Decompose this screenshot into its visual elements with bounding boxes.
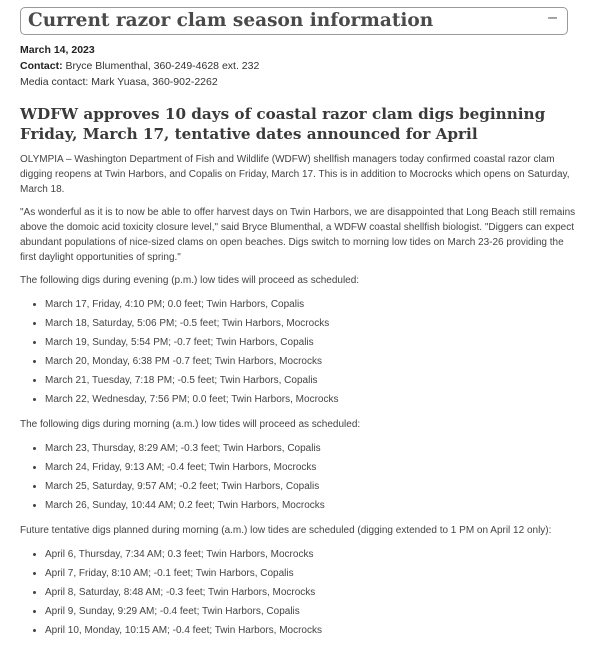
evening-digs-list	[20, 295, 580, 409]
news-release	[20, 38, 580, 640]
collapse-icon[interactable]: –	[548, 9, 557, 26]
section-header[interactable]	[20, 7, 568, 35]
list-item: • March 24, Friday, 9:13 AM; -0.4 feet; Twin Harbors, Mocrocks	[45, 458, 580, 477]
morning-digs-list	[20, 439, 580, 515]
media-contact: Media contact: Mark Yuasa, 360-902-2262	[20, 76, 218, 88]
list-item: • April 9, Sunday, 9:29 AM; -0.4 feet; Twin Harbors, Copalis	[45, 602, 580, 621]
list-item: • March 19, Sunday, 5:54 PM; -0.7 feet; Twin Harbors, Copalis	[45, 333, 580, 352]
intro-paragraph: OLYMPIA – Washington Department of Fish and Wildlife (WDFW) shellfish managers today confirmed coastal razor clam digging reopens at Twin Harbors, and Copalis on Friday, March 17. This is in addition to Mocrocks which opens on Saturday, March 18.	[20, 154, 570, 195]
list-item: • March 22, Wednesday, 7:56 PM; 0.0 feet; Twin Harbors, Mocrocks	[45, 390, 580, 409]
future-digs-list	[20, 545, 580, 640]
list-item: • April 8, Saturday, 8:48 AM; -0.3 feet; Twin Harbors, Mocrocks	[45, 583, 580, 602]
morning-digs-intro: The following digs during morning (a.m.) low tides will proceed as scheduled:	[20, 419, 361, 430]
list-item: • April 10, Monday, 10:15 AM; -0.4 feet; Twin Harbors, Mocrocks	[45, 621, 580, 640]
headline: WDFW approves 10 days of coastal razor clam digs beginning Friday, March 17, tentative dates announced for April	[20, 105, 546, 143]
release-meta	[20, 42, 580, 90]
list-item: • March 18, Saturday, 5:06 PM; -0.5 feet; Twin Harbors, Mocrocks	[45, 314, 580, 333]
section-title: Current razor clam season information	[28, 10, 434, 31]
quote-paragraph: "As wonderful as it is to now be able to offer harvest days on Twin Harbors, we are disappointed that Long Beach still remains above the domoic acid toxicity closure level," said Bryce Blumenthal, a WDFW coastal shellfish biologist. "Diggers can expect abundant populations of nice-sized clams on open beaches. Digs switch to morning low tides on March 23-26 providing the first daylight opportunities of spring."	[20, 207, 576, 263]
list-item: • April 7, Friday, 8:10 AM; -0.1 feet; Twin Harbors, Copalis	[45, 564, 580, 583]
future-digs-intro: Future tentative digs planned during morning (a.m.) low tides are scheduled (digging extended to 1 PM on April 12 only):	[20, 525, 552, 536]
contact-line	[20, 58, 580, 74]
evening-digs-intro: The following digs during evening (p.m.) low tides will proceed as scheduled:	[20, 275, 360, 286]
list-item: • March 23, Thursday, 8:29 AM; -0.3 feet; Twin Harbors, Copalis	[45, 439, 580, 458]
list-item: • March 21, Tuesday, 7:18 PM; -0.5 feet; Twin Harbors, Copalis	[45, 371, 580, 390]
list-item: • March 26, Sunday, 10:44 AM; 0.2 feet; Twin Harbors, Mocrocks	[45, 496, 580, 515]
list-item: • March 20, Monday, 6:38 PM -0.7 feet; Twin Harbors, Mocrocks	[45, 352, 580, 371]
contact-label: Contact:	[20, 60, 63, 72]
contact-value: Bryce Blumenthal, 360-249-4628 ext. 232	[65, 60, 260, 72]
release-date: March 14, 2023	[20, 44, 95, 56]
list-item: • April 6, Thursday, 7:34 AM; 0.3 feet; Twin Harbors, Mocrocks	[45, 545, 580, 564]
list-item: • March 17, Friday, 4:10 PM; 0.0 feet; Twin Harbors, Copalis	[45, 295, 580, 314]
list-item: • March 25, Saturday, 9:57 AM; -0.2 feet; Twin Harbors, Copalis	[45, 477, 580, 496]
